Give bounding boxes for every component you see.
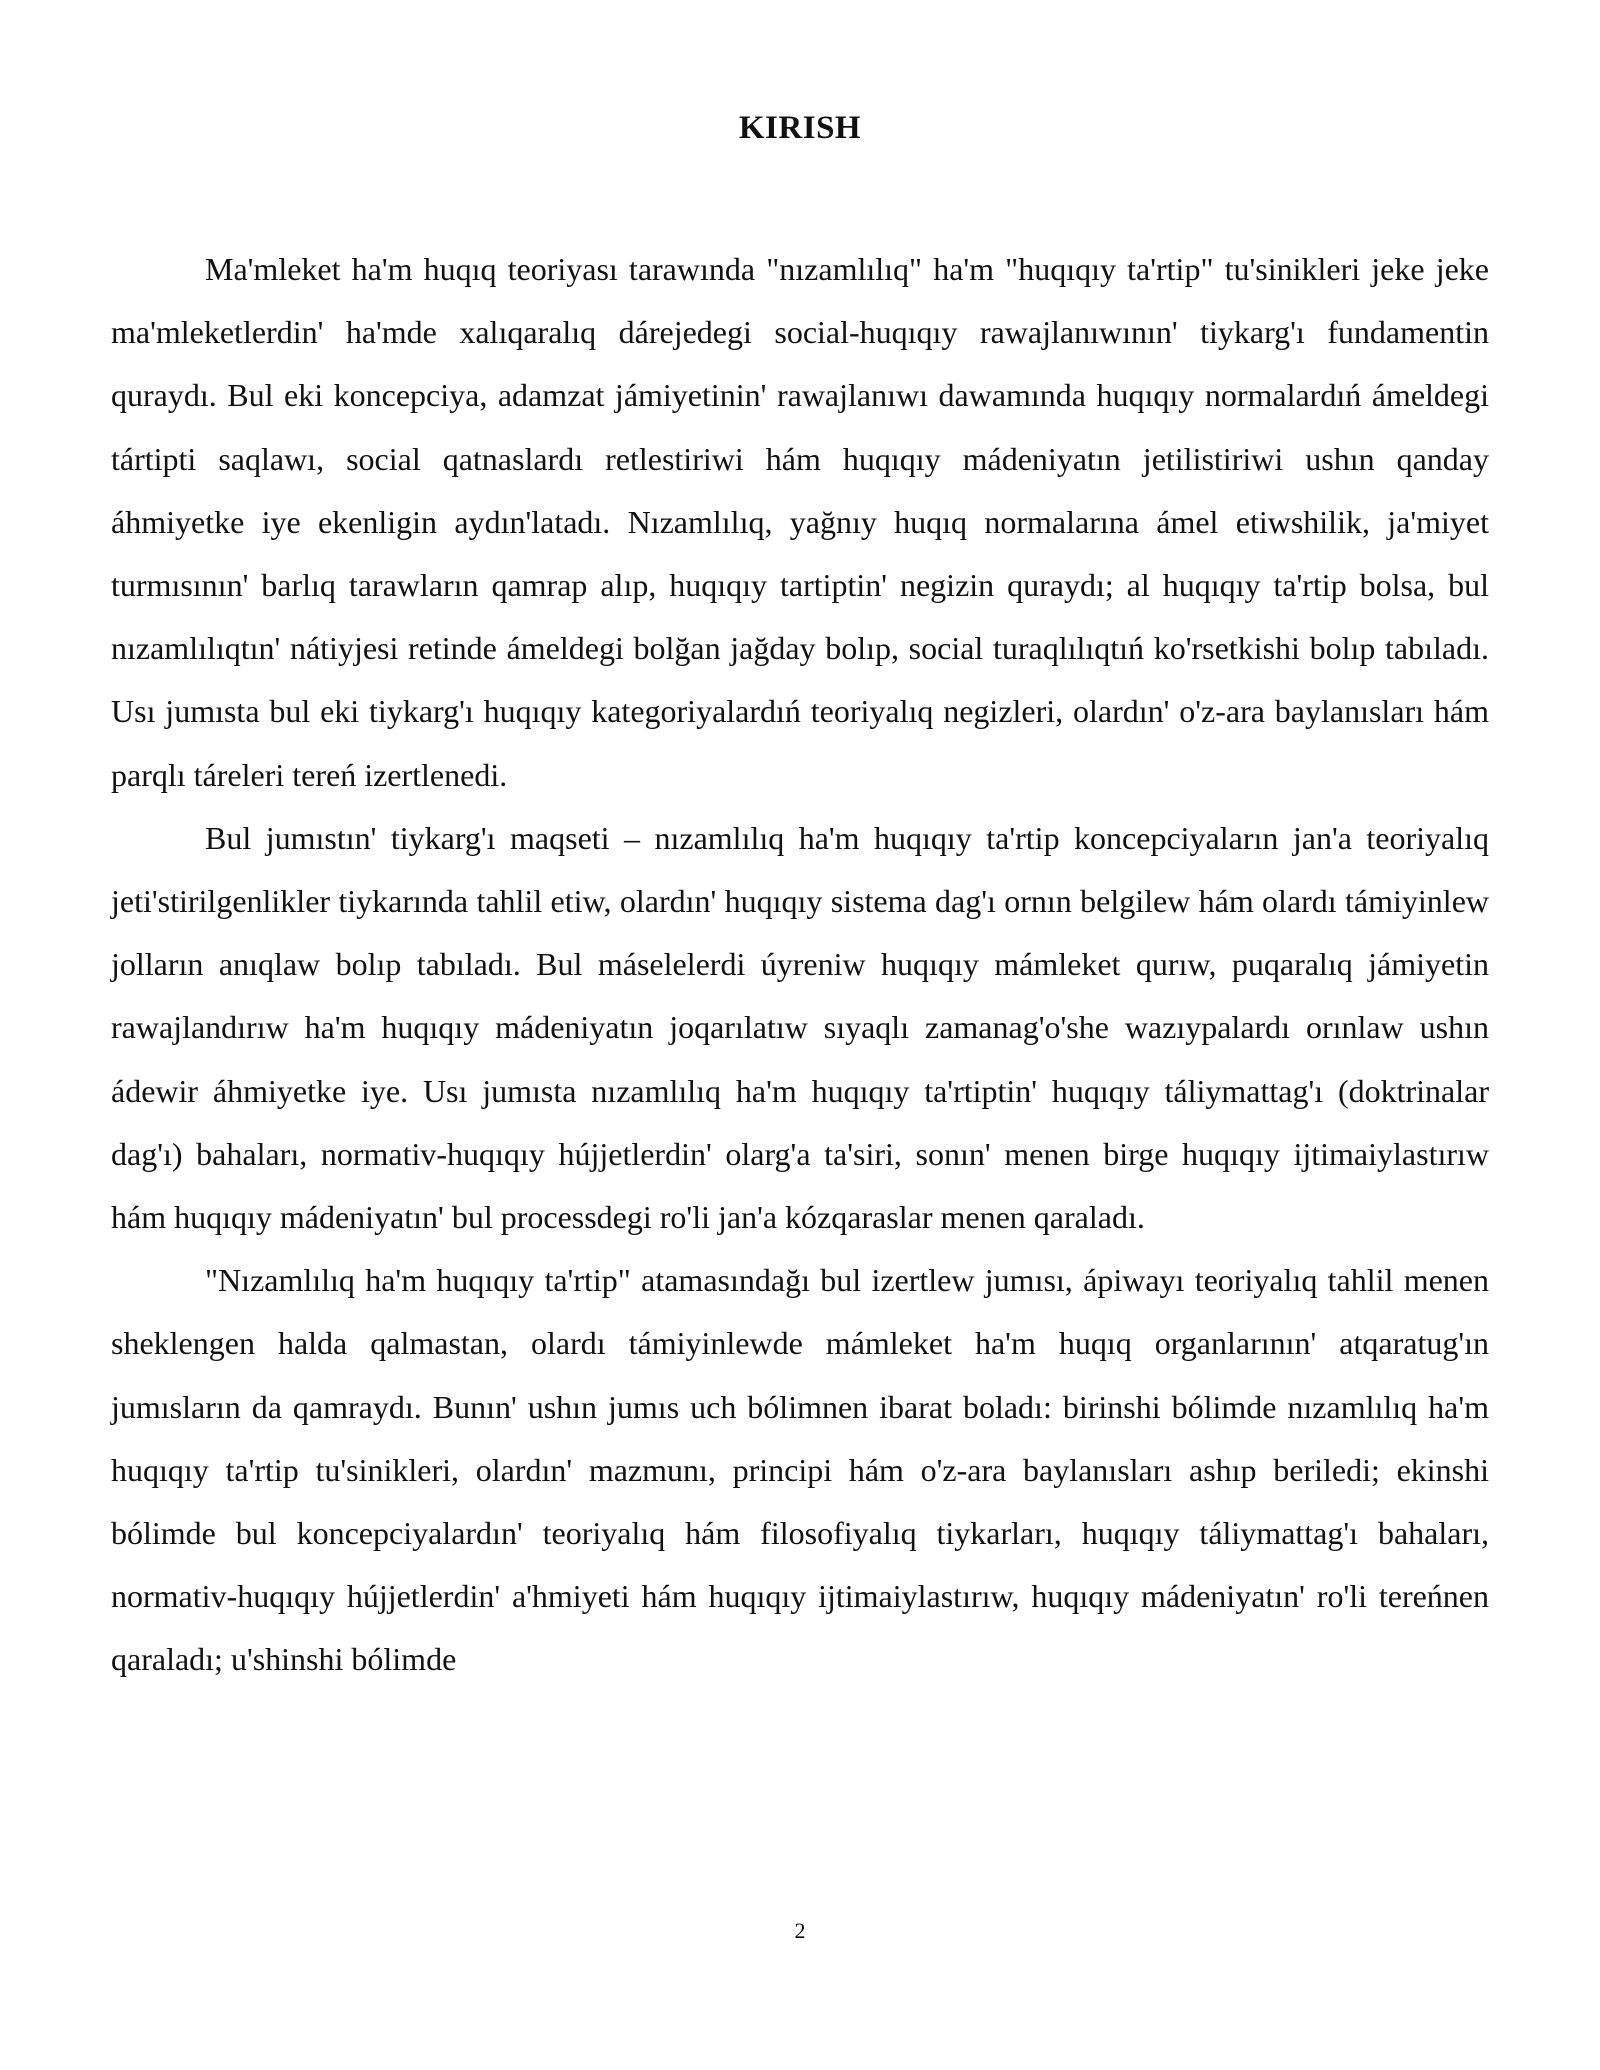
paragraph-structure: "Nızamlılıq ha'm huqıqıy ta'rtip" atamasındağı bul izertlew jumısı, ápiwayı teoriyalıq tahlil menen sheklengen halda qalmastan, olardı támiyinlewde mámleket ha'm huqıq organlarının' atqaratug'ın jumısların da qamraydı. Bunın' ushın jumıs uch bólimnen ibarat boladı: birinshi bólimde nızamlılıq ha'm huqıqıy ta'rtip tu'sinikleri, olardın' mazmunı, principi hám o'z-ara baylanısları ashıp beriledi; ekinshi bólimde bul koncepciyalardın' teoriyalıq hám filosofiyalıq tiykarları, huqıqıy táliymattag'ı bahaları, normativ-huqıqıy hújjetlerdin' a'hmiyeti hám huqıqıy ijtimaiylastırıw, huqıqıy mádeniyatın' ro'li tereńnen qaraladı; u'shinshi bólimde [111,1262,1489,1678]
body-text [111,238,1489,1692]
page-number: 2 [794,1918,806,1943]
paragraph-purpose: Bul jumıstın' tiykarg'ı maqseti – nızamlılıq ha'm huqıqıy ta'rtip koncepciyaların jan'a teoriyalıq jeti'stirilgenlikler tiykarında tahlil etiw, olardın' huqıqıy sistema dag'ı ornın belgilew hám olardı támiyinlew jolların anıqlaw bolıp tabıladı. Bul máselelerdi úyreniw huqıqıy mámleket qurıw, puqaralıq jámiyetin rawajlandırıw ha'm huqıqıy mádeniyatın joqarılatıw sıyaqlı zamanag'o'she wazıypalardı orınlaw ushın ádewir áhmiyetke iye. Usı jumısta nızamlılıq ha'm huqıqıy ta'rtiptin' huqıqıy táliymattag'ı (doktrinalar dag'ı) bahaları, normativ-huqıqıy hújjetlerdin' olarg'a ta'siri, sonın' menen birge huqıqıy ijtimaiylastırıw hám huqıqıy mádeniyatın' bul processdegi ro'li jan'a kózqaraslar menen qaraladı. [111,819,1489,1236]
paragraph-intro: Ma'mleket ha'm huqıq teoriyası tarawında "nızamlılıq" ha'm "huqıqıy ta'rtip" tu'sinikleri jeke jeke ma'mleketlerdin' ha'mde xalıqaralıq dárejedegi social-huqıqıy rawajlanıwının' tiykarg'ı fundamentin quraydı. Bul eki koncepciya, adamzat jámiyetinin' rawajlanıwı dawamında huqıqıy normalardıń ámeldegi tártipti saqlawı, social qatnaslardı retlestiriwi hám huqıqıy mádeniyatın jetilistiriwi ushın qanday áhmiyetke iye ekenligin aydın'latadı. Nızamlılıq, yağnıy huqıq normalarına ámel etiwshilik, ja'miyet turmısının' barlıq tarawların qamrap alıp, huqıqıy tartiptin' negizin quraydı; al huqıqıy ta'rtip bolsa, bul nızamlılıqtın' nátiyjesi retinde ámeldegi bolğan jağday bolıp, social turaqlılıqtıń ko'rsetkishi bolıp tabıladı. Usı jumısta bul eki tiykarg'ı huqıqıy kategoriyalardıń teoriyalıq negizleri, olardın' o'z-ara baylanısları hám parqlı táreleri tereń izertlenedi. [111,251,1489,793]
page-title: KIRISH [738,110,862,146]
